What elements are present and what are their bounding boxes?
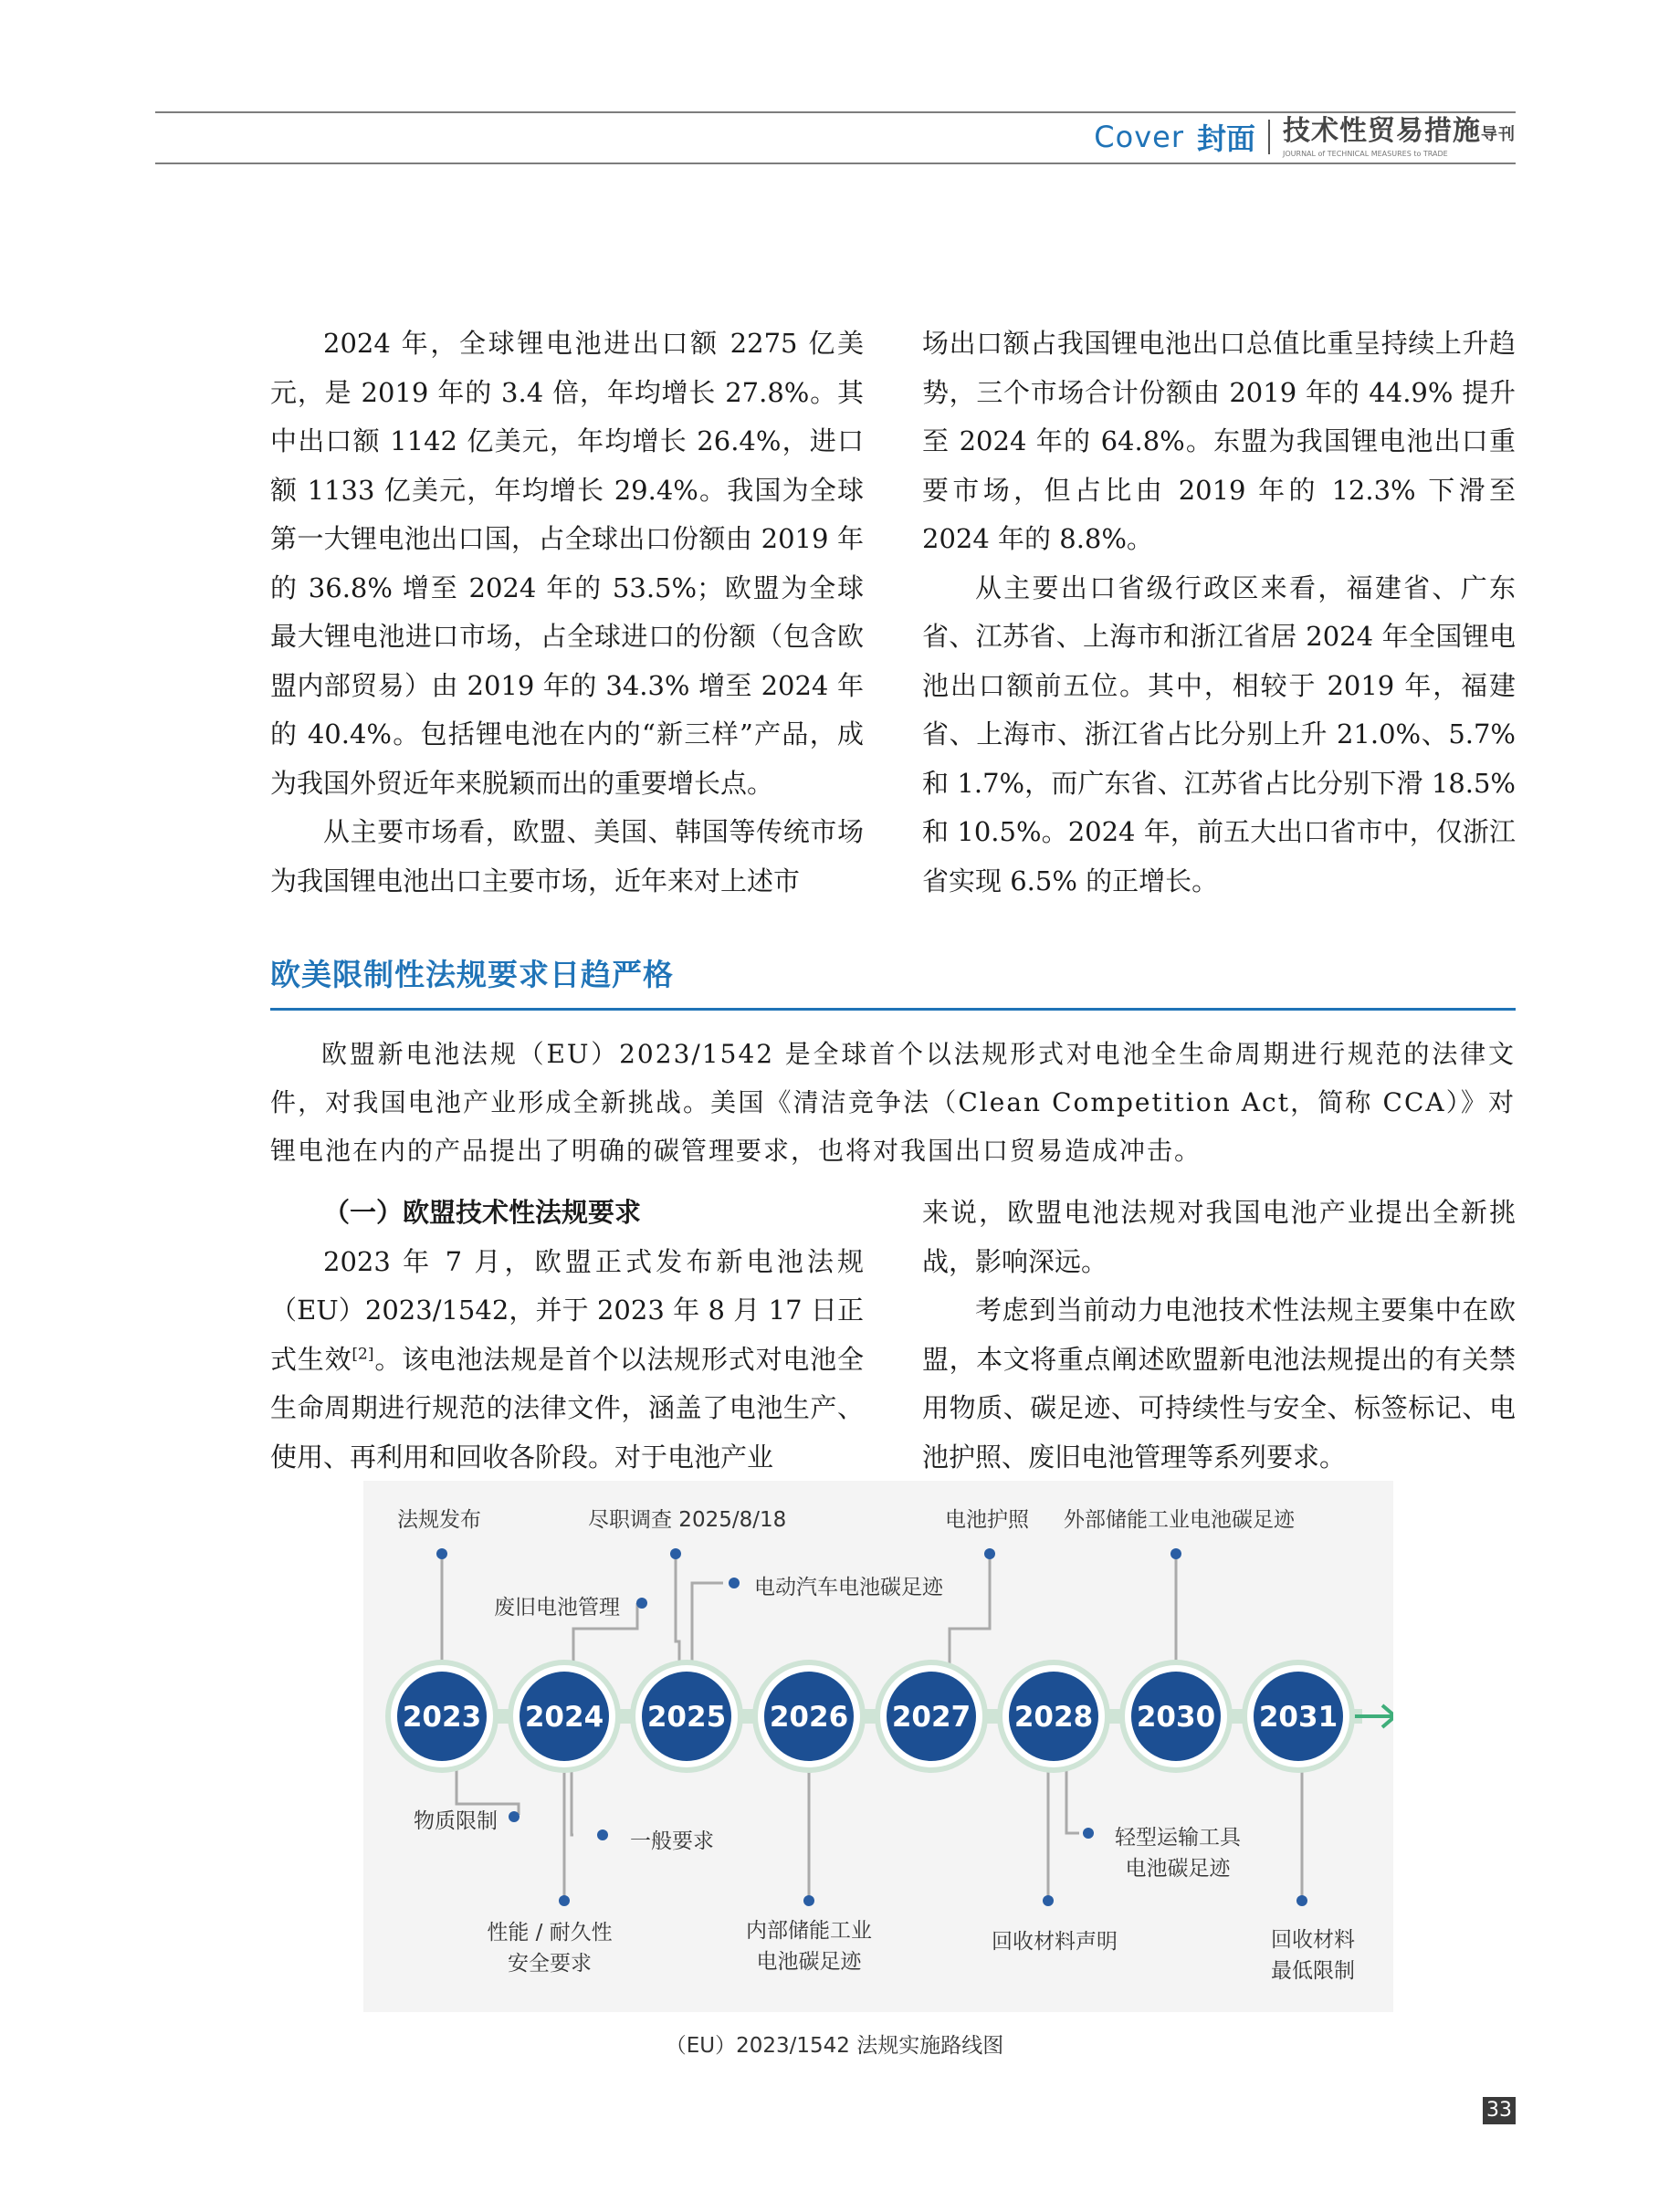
label-substance-restriction: 物质限制	[414, 1809, 498, 1833]
dot-battery-passport	[984, 1548, 995, 1559]
label-recycled-minimum	[1258, 1924, 1368, 1987]
left-column	[270, 320, 864, 906]
label-internal-storage-line2: 电池碳足迹	[756, 1950, 862, 1974]
label-general-requirements: 一般要求	[630, 1829, 714, 1853]
year-label-2027: 2027	[891, 1701, 971, 1734]
label-ev-battery-footprint: 电动汽车电池碳足迹	[754, 1576, 943, 1599]
dot-due-diligence	[670, 1548, 681, 1559]
label-performance-line1: 性能 / 耐久性	[487, 1921, 613, 1945]
running-header	[1094, 114, 1516, 158]
dot-waste-battery	[636, 1598, 647, 1609]
dot-regulation-release	[436, 1548, 447, 1559]
figure-caption: （EU）2023/1542 法规实施路线图	[665, 2034, 1004, 2058]
paragraph-market-share: 场出口额占我国锂电池出口总值比重呈持续上升趋势，三个市场合计份额由 2019 年的 44.9% 提升至 2024 年的 64.8%。东盟为我国锂电池出口重要市场，但占比由 2019 年的 12.3% 下滑至 2024 年的 8.8%。	[922, 328, 1516, 554]
paragraph-challenge: 来说，欧盟电池法规对我国电池产业提出全新挑战，影响深远。	[922, 1197, 1516, 1277]
dot-general-requirements	[597, 1829, 608, 1840]
paragraph-eu-regulation	[270, 1238, 864, 1483]
label-lmt-line1: 轻型运输工具	[1115, 1826, 1241, 1850]
label-lmt-line2: 电池碳足迹	[1125, 1857, 1231, 1881]
eu-regulation-text-b: 。该电池法规是首个以法规形式对电池全生命周期进行规范的法律文件，涵盖了电池生产、使用、再利用和回收各阶段。对于电池产业	[270, 1343, 864, 1473]
connector-lmt	[1066, 1767, 1079, 1833]
journal-logo	[1283, 114, 1516, 158]
dot-performance-safety	[559, 1895, 570, 1906]
header-cover-label: Cover	[1094, 120, 1184, 154]
header-divider	[1268, 120, 1270, 154]
connector-battery-passport	[950, 1554, 990, 1665]
lead-paragraph: 欧盟新电池法规（EU）2023/1542 是全球首个以法规形式对电池全生命周期进行规范的法律文件，对我国电池产业形成全新挑战。美国《清洁竞争法（Clean Competition Act，简称 CCA）》对锂电池在内的产品提出了明确的碳管理要求，也将对我国出口贸易造成冲击。	[270, 1039, 1516, 1166]
connector-general-requirements	[572, 1767, 573, 1835]
label-recycled-declaration: 回收材料声明	[992, 1930, 1118, 1954]
subsection-right-column	[922, 1189, 1516, 1482]
label-internal-storage-footprint	[738, 1915, 880, 1977]
journal-suffix: 导刊	[1481, 124, 1516, 144]
dot-ev-battery	[729, 1578, 740, 1588]
label-recycled-min-line1: 回收材料	[1271, 1928, 1355, 1952]
label-battery-passport: 电池护照	[945, 1508, 1029, 1532]
connector-ev-battery	[692, 1583, 723, 1665]
paragraph-main-markets: 从主要市场看，欧盟、美国、韩国等传统市场为我国锂电池出口主要市场，近年来对上述市	[270, 816, 864, 896]
year-label-2025: 2025	[646, 1701, 727, 1734]
section-title: 欧美限制性法规要求日趋严格	[270, 957, 674, 992]
label-recycled-min-line2: 最低限制	[1271, 1959, 1355, 1983]
header-bottom-rule	[155, 162, 1516, 164]
year-label-2026: 2026	[769, 1701, 849, 1734]
year-label-2024: 2024	[524, 1701, 604, 1734]
label-performance-safety	[486, 1917, 614, 1979]
year-label-2031: 2031	[1258, 1701, 1338, 1734]
label-internal-storage-line1: 内部储能工业	[746, 1919, 872, 1943]
subsection-left-column	[270, 1189, 864, 1482]
header-top-rule	[155, 111, 1516, 113]
dot-lmt	[1083, 1828, 1094, 1839]
paragraph-trade-overview: 2024 年，全球锂电池进出口额 2275 亿美元，是 2019 年的 3.4 倍，年均增长 27.8%。其中出口额 1142 亿美元，年均增长 26.4%，进口额 1133 亿美元，年均增长 29.4%。我国为全球第一大锂电池出口国，占全球出口份额由 2019 年的 36.8% 增至 2024 年的 53.5%；欧盟为全球最大锂电池进口市场，占全球进口的份额（包含欧盟内部贸易）由 2019 年的 34.3% 增至 2024 年的 40.4%。包括锂电池在内的“新三样”产品，成为我国外贸近年来脱颖而出的重要增长点。	[270, 328, 864, 799]
dot-external-storage	[1170, 1548, 1181, 1559]
year-label-2023: 2023	[402, 1701, 482, 1734]
dot-substance-restriction	[509, 1811, 520, 1822]
roadmap-figure	[363, 1481, 1393, 2012]
dot-recycled-declaration	[1043, 1895, 1054, 1906]
page-number: 33	[1483, 2097, 1516, 2124]
label-lmt-footprint	[1107, 1822, 1249, 1884]
paragraph-provinces: 从主要出口省级行政区来看，福建省、广东省、江苏省、上海市和浙江省居 2024 年全国锂电池出口额前五位。其中，相较于 2019 年，福建省、上海市、浙江省占比分别上升 21.0%、5.7% 和 1.7%，而广东省、江苏省占比分别下滑 18.5% 和 10.5%。2024 年，前五大出口省市中，仅浙江省实现 6.5% 的正增长。	[922, 571, 1516, 896]
label-due-diligence: 尽职调查 2025/8/18	[588, 1508, 787, 1532]
subsection-title: （一）欧盟技术性法规要求	[323, 1197, 642, 1228]
label-performance-line2: 安全要求	[508, 1952, 592, 1976]
paragraph-focus: 考虑到当前动力电池技术性法规主要集中在欧盟，本文将重点阐述欧盟新电池法规提出的有关禁用物质、碳足迹、可持续性与安全、标签标记、电池护照、废旧电池管理等系列要求。	[922, 1295, 1516, 1473]
eu-regulation-text-a: 2023 年 7 月，欧盟正式发布新电池法规（EU）2023/1542，并于 2023 年 8 月 17 日正式生效	[270, 1245, 864, 1375]
header-section-label: 封面	[1196, 121, 1255, 156]
reference-marker: [2]	[352, 1344, 374, 1363]
year-label-2028: 2028	[1013, 1701, 1094, 1734]
dot-internal-storage	[803, 1895, 814, 1906]
section-rule	[270, 1008, 1516, 1011]
lead-block	[270, 1030, 1516, 1175]
label-external-storage-footprint: 外部储能工业电池碳足迹	[1064, 1508, 1295, 1532]
connector-due-diligence	[676, 1554, 679, 1665]
label-waste-battery: 废旧电池管理	[494, 1596, 620, 1620]
year-label-2030: 2030	[1136, 1701, 1216, 1734]
label-regulation-release: 法规发布	[397, 1508, 481, 1532]
dot-recycled-minimum	[1296, 1895, 1307, 1906]
journal-title: 技术性贸易措施	[1283, 114, 1481, 147]
right-column	[922, 320, 1516, 906]
journal-english-name: JOURNAL of TECHNICAL MEASURES to TRADE	[1283, 149, 1448, 158]
